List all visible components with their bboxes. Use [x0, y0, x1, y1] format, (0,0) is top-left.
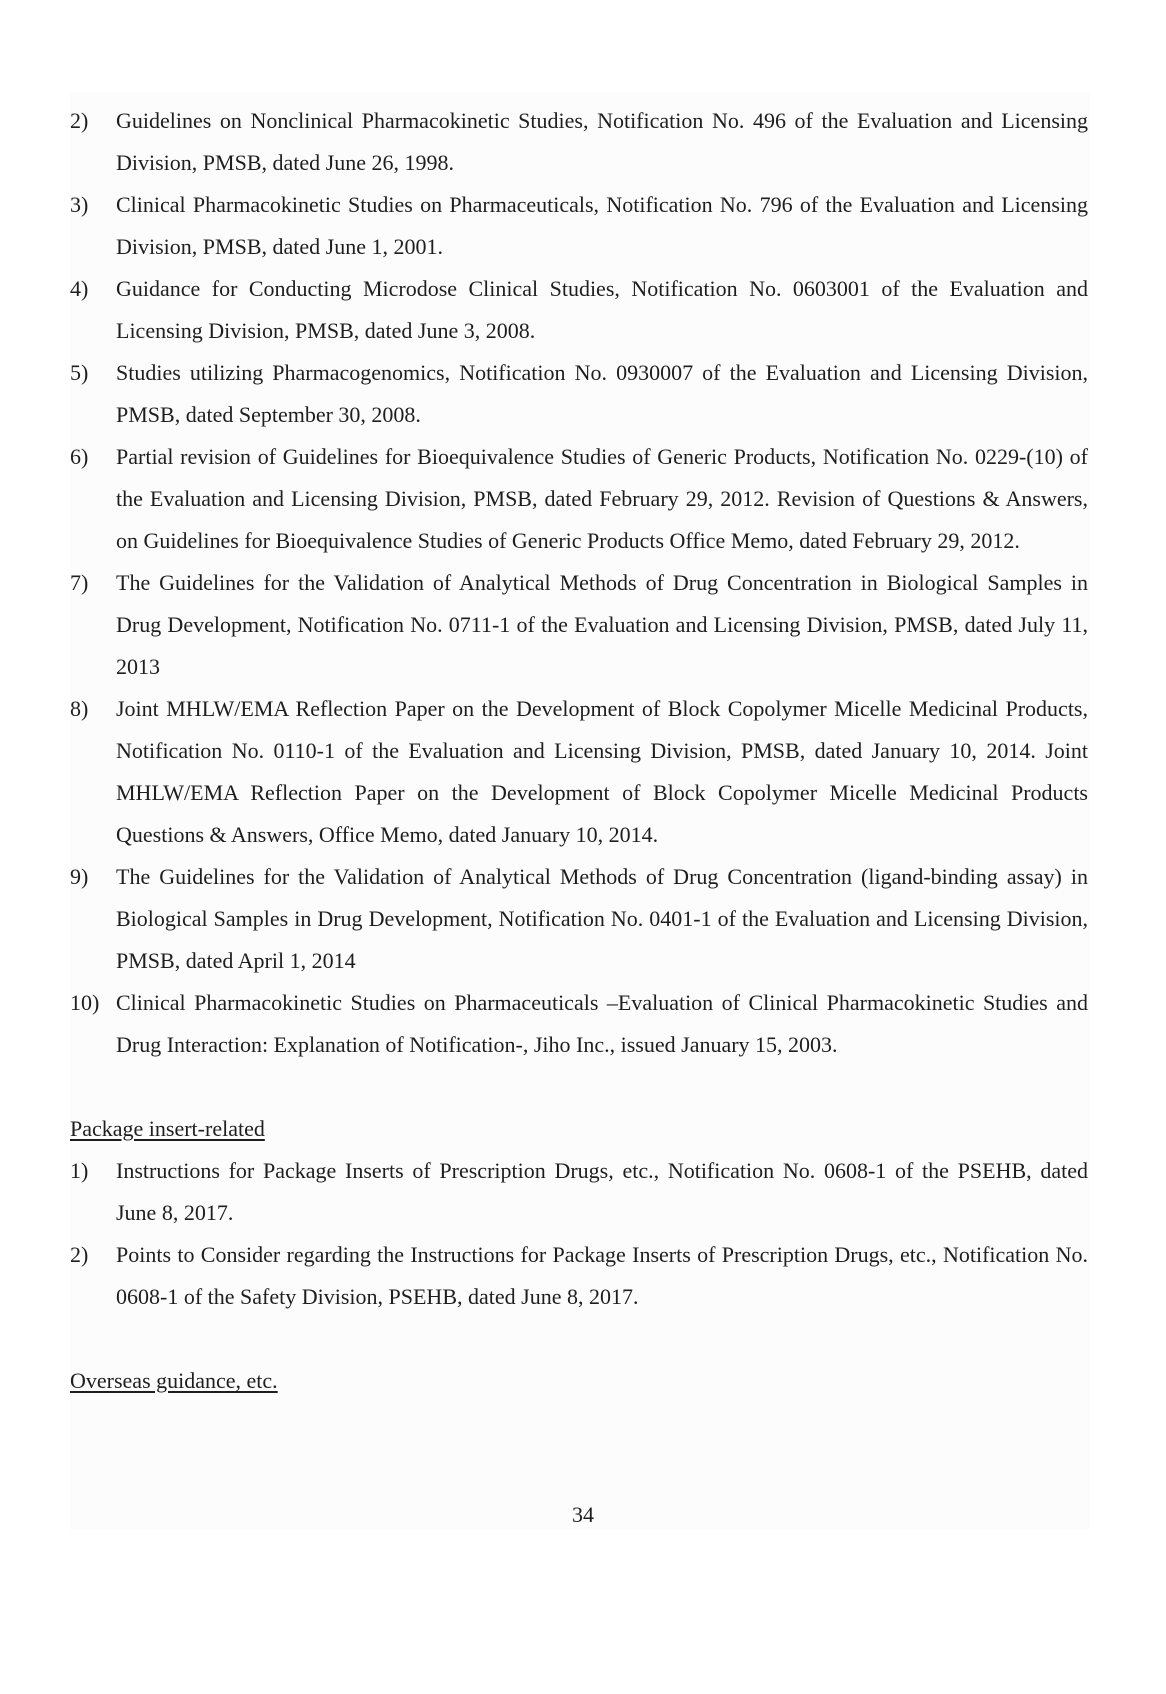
list-item	[70, 856, 1088, 982]
item-text: Joint MHLW/EMA Reflection Paper on the Development of Block Copolymer Micelle Medicinal Products, Notification No. 0110-1 of the Evaluation and Licensing Division, PMSB, dated January 10, 2014. Joint MHLW/EMA Reflection Paper on the Development of Block Copolymer Micelle Medicinal Products Questions & Answers, Office Memo, dated January 10, 2014.	[116, 696, 1088, 847]
item-text: Partial revision of Guidelines for Bioequivalence Studies of Generic Products, Notification No. 0229-(10) of the Evaluation and Licensing Division, PMSB, dated February 29, 2012. Revision of Questions & Answers, on Guidelines for Bioequivalence Studies of Generic Products Office Memo, dated February 29, 2012.	[116, 444, 1088, 553]
list-item	[70, 184, 1088, 268]
item-number: 2)	[70, 108, 89, 133]
item-number: 5)	[70, 360, 89, 385]
item-number: 1)	[70, 1158, 89, 1183]
item-text: Clinical Pharmacokinetic Studies on Pharmaceuticals, Notification No. 796 of the Evaluation and Licensing Division, PMSB, dated June 1, 2001.	[116, 192, 1088, 259]
item-text: Clinical Pharmacokinetic Studies on Pharmaceuticals –Evaluation of Clinical Pharmacokinetic Studies and Drug Interaction: Explanation of Notification-, Jiho Inc., issued January 15, 2003.	[116, 990, 1088, 1057]
item-number: 9)	[70, 864, 89, 889]
item-number: 8)	[70, 696, 89, 721]
package-insert-list	[70, 1150, 1088, 1318]
page-number: 34	[572, 1502, 594, 1527]
item-text: The Guidelines for the Validation of Analytical Methods of Drug Concentration (ligand-binding assay) in Biological Samples in Drug Development, Notification No. 0401-1 of the Evaluation and Licensing Division, PMSB, dated April 1, 2014	[116, 864, 1088, 973]
list-item	[70, 436, 1088, 562]
item-number: 3)	[70, 192, 89, 217]
item-text: Guidance for Conducting Microdose Clinical Studies, Notification No. 0603001 of the Evaluation and Licensing Division, PMSB, dated June 3, 2008.	[116, 276, 1088, 343]
item-text: Guidelines on Nonclinical Pharmacokinetic Studies, Notification No. 496 of the Evaluation and Licensing Division, PMSB, dated June 26, 1998.	[116, 108, 1088, 175]
item-number: 7)	[70, 570, 89, 595]
list-item	[70, 1150, 1088, 1234]
list-item	[70, 268, 1088, 352]
item-number: 2)	[70, 1242, 89, 1267]
list-item	[70, 352, 1088, 436]
page-content	[70, 100, 1088, 1402]
list-item	[70, 982, 1088, 1066]
list-item	[70, 100, 1088, 184]
list-item	[70, 1234, 1088, 1318]
item-text: Instructions for Package Inserts of Prescription Drugs, etc., Notification No. 0608-1 of the PSEHB, dated June 8, 2017.	[116, 1158, 1088, 1225]
guideline-list	[70, 100, 1088, 1066]
item-text: Points to Consider regarding the Instructions for Package Inserts of Prescription Drugs, etc., Notification No. 0608-1 of the Safety Division, PSEHB, dated June 8, 2017.	[116, 1242, 1088, 1309]
section-spacer	[70, 1066, 1088, 1108]
section-spacer	[70, 1318, 1088, 1360]
overseas-heading: Overseas guidance, etc.	[70, 1368, 278, 1393]
item-text: Studies utilizing Pharmacogenomics, Notification No. 0930007 of the Evaluation and Licensing Division, PMSB, dated September 30, 2008.	[116, 360, 1088, 427]
item-number: 6)	[70, 444, 89, 469]
package-insert-heading: Package insert-related	[70, 1116, 265, 1141]
item-number: 10)	[70, 990, 100, 1015]
item-number: 4)	[70, 276, 89, 301]
item-text: The Guidelines for the Validation of Analytical Methods of Drug Concentration in Biological Samples in Drug Development, Notification No. 0711-1 of the Evaluation and Licensing Division, PMSB, dated July 11, 2013	[116, 570, 1088, 679]
list-item	[70, 688, 1088, 856]
list-item	[70, 562, 1088, 688]
